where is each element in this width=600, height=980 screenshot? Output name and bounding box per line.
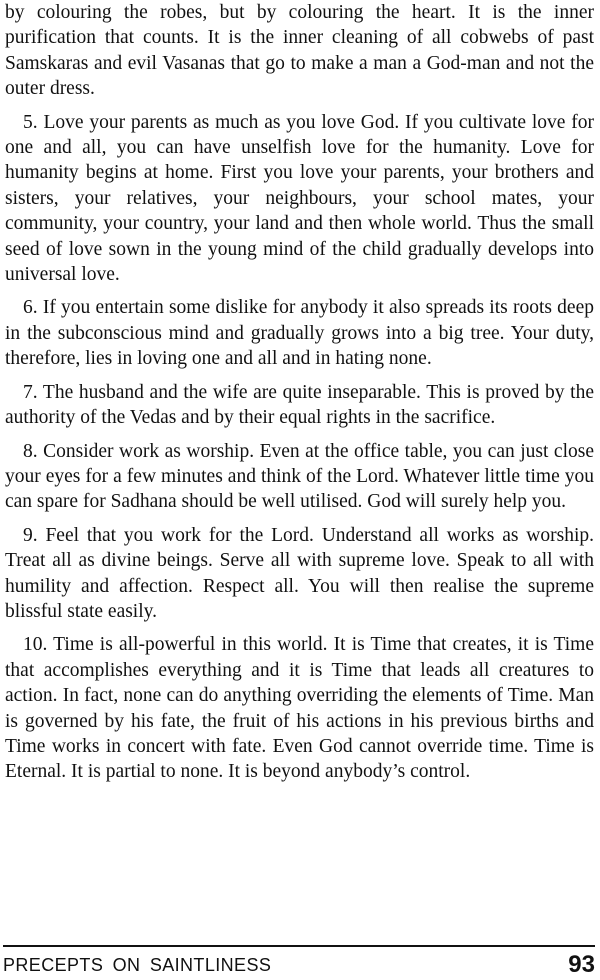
running-footer-title: PRECEPTS ON SAINTLINESS bbox=[3, 955, 272, 975]
footer-divider bbox=[3, 945, 595, 947]
paragraph-precept-6: 6. If you entertain some dislike for anybody it also spreads its roots deep in the subconscious mind and gradually grows into a big tree. Your duty, therefore, lies in loving one and all and in hating none. bbox=[5, 297, 594, 370]
paragraph-precept-7: 7. The husband and the wife are quite inseparable. This is proved by the authority of the Vedas and by their equal rights in the sacrifice. bbox=[5, 381, 594, 429]
page-footer bbox=[3, 951, 595, 979]
body-text bbox=[5, 0, 594, 793]
page-number: 93 bbox=[568, 951, 595, 978]
paragraph-precept-10: 10. Time is all-powerful in this world. It is Time that creates, it is Time that accomplishes everything and it is Time that leads all creatures to action. In fact, none can do anything overriding the elements of Time. Man is governed by his fate, the fruit of his actions in his previous births and Time works in concert with fate. Even God cannot override time. Time is Eternal. It is partial to none. It is beyond anybody’s control. bbox=[5, 634, 594, 783]
paragraph-precept-9: 9. Feel that you work for the Lord. Understand all works as worship. Treat all as divine beings. Serve all with supreme love. Speak to all with humility and affection. Respect all. You will then realise the supreme blissful state easily. bbox=[5, 524, 594, 622]
paragraph-precept-8: 8. Consider work as worship. Even at the office table, you can just close your eyes for a few minutes and think of the Lord. Whatever little time you can spare for Sadhana should be well utilised. God will surely help you. bbox=[5, 440, 594, 513]
paragraph-continuation: by colouring the robes, but by colouring the heart. It is the inner purification that counts. It is the inner cleaning of all cobwebs of past Samskaras and evil Vasanas that go to make a man a God-man and not the outer dress. bbox=[5, 2, 594, 100]
paragraph-precept-5: 5. Love your parents as much as you love God. If you cultivate love for one and all, you can have unselfish love for the humanity. Love for humanity begins at home. First you love your parents, your brothers and sisters, your relatives, your neighbours, your school mates, your community, your country, your land and then whole world. Thus the small seed of love sown in the young mind of the child gradually develops into universal love. bbox=[5, 111, 594, 286]
